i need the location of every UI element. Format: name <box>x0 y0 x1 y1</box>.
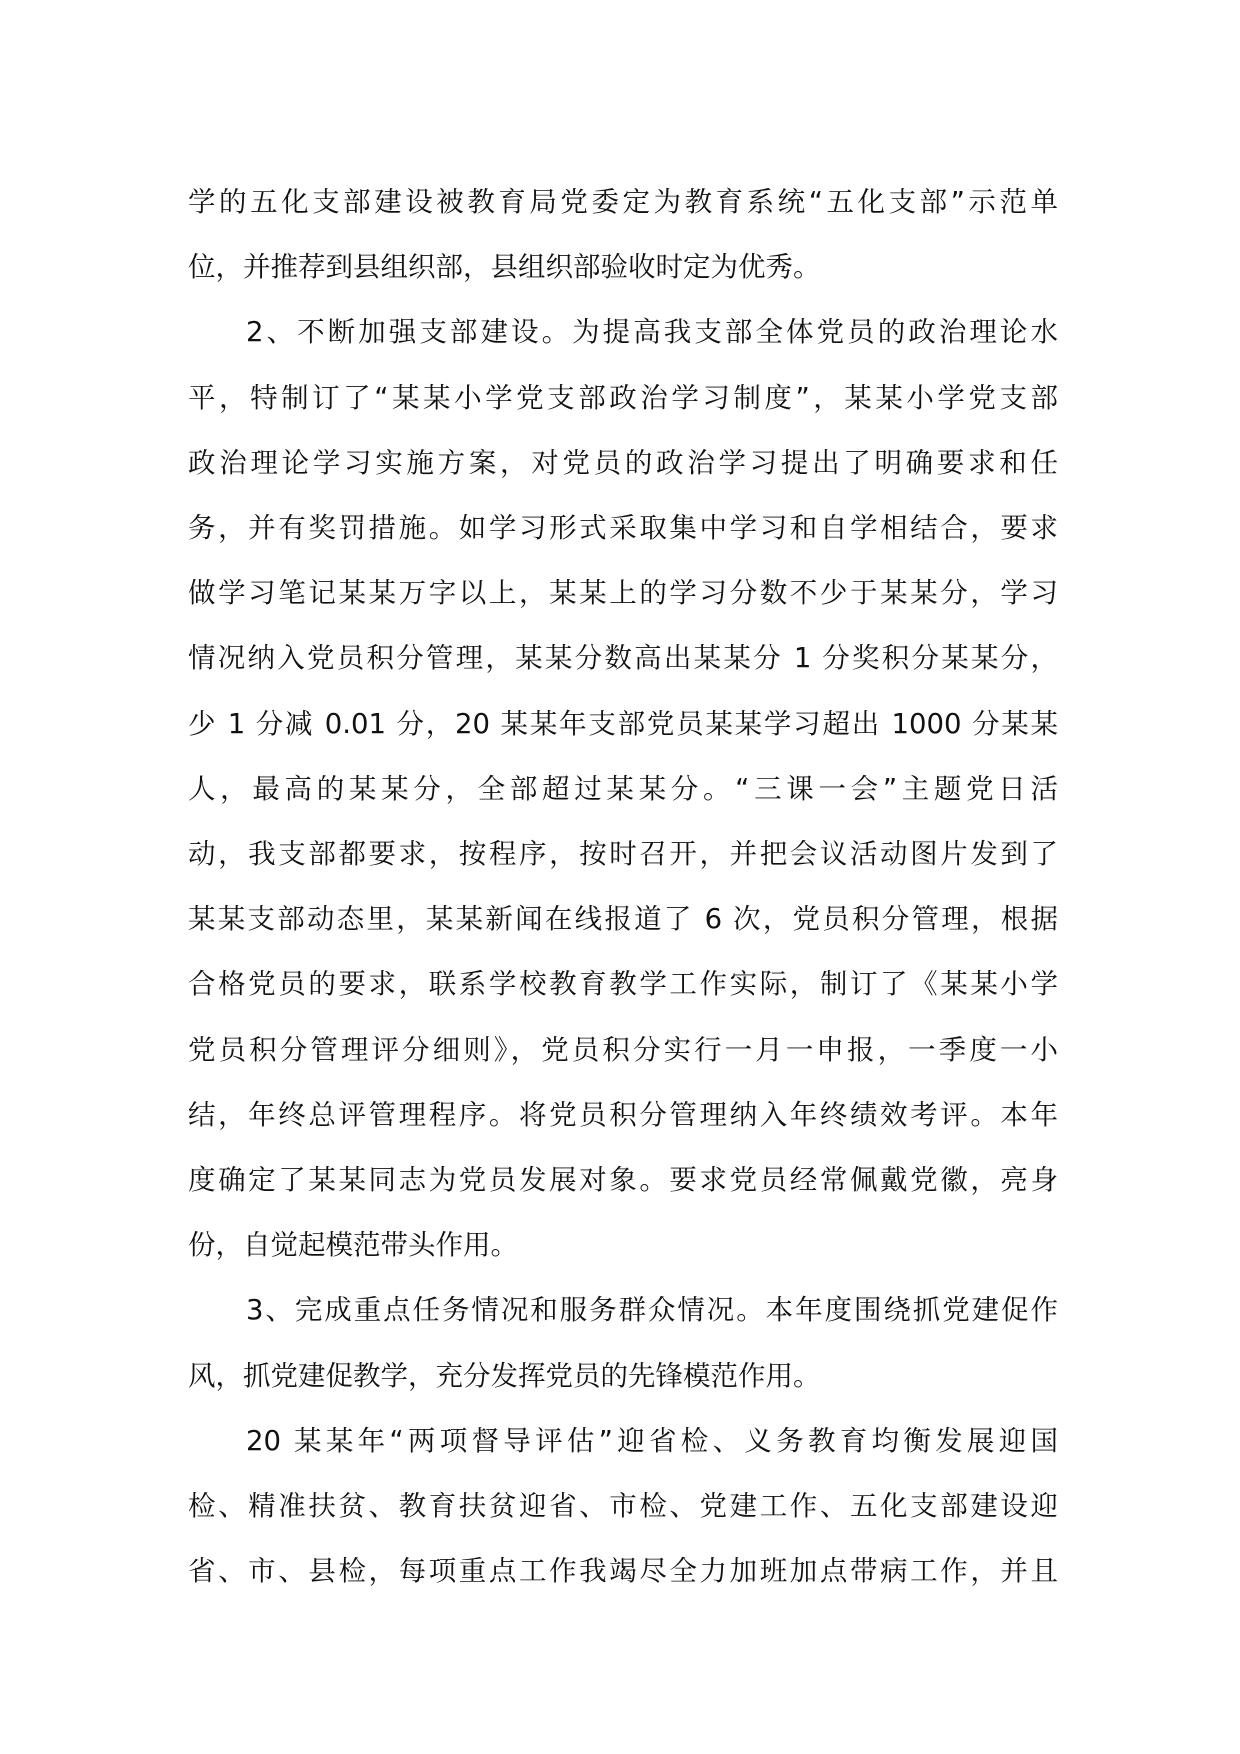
text-line: 情况纳入党员积分管理，某某分数高出某某分 1 分奖积分某某分， <box>188 642 1058 675</box>
text-line: 度确定了某某同志为党员发展对象。要求党员经常佩戴党徽，亮身 <box>188 1164 1058 1197</box>
text-line: 平，特制订了“某某小学党支部政治学习制度”，某某小学党支部 <box>188 381 1058 414</box>
text-line: 做学习笔记某某万字以上，某某上的学习分数不少于某某分，学习 <box>188 577 1058 610</box>
paragraph <box>188 1278 1058 1408</box>
text-line: 2、不断加强支部建设。为提高我支部全体党员的政治理论水 <box>246 316 1058 349</box>
text-line: 20 某某年“两项督导评估”迎省检、义务教育均衡发展迎国 <box>246 1424 1058 1457</box>
paragraph <box>188 170 1058 300</box>
text-line: 结，年终总评管理程序。将党员积分管理纳入年终绩效考评。本年 <box>188 1098 1058 1131</box>
text-line: 党员积分管理评分细则》，党员积分实行一月一申报，一季度一小 <box>188 1033 1058 1066</box>
text-line: 检、精准扶贫、教育扶贫迎省、市检、党建工作、五化支部建设迎 <box>188 1490 1058 1523</box>
paragraph <box>188 1409 1058 1605</box>
text-line: 务，并有奖罚措施。如学习形式采取集中学习和自学相结合，要求 <box>188 512 1058 545</box>
text-line: 政治理论学习实施方案，对党员的政治学习提出了明确要求和任 <box>188 446 1058 479</box>
text-line: 合格党员的要求，联系学校教育教学工作实际，制订了《某某小学 <box>188 968 1058 1001</box>
document-page <box>188 170 1058 1604</box>
text-line: 学的五化支部建设被教育局党委定为教育系统“五化支部”示范单 <box>188 186 1058 218</box>
text-line: 3、完成重点任务情况和服务群众情况。本年度围绕抓党建促作 <box>246 1294 1058 1327</box>
text-line: 某某支部动态里，某某新闻在线报道了 6 次，党员积分管理，根据 <box>188 903 1058 936</box>
text-line: 动，我支部都要求，按程序，按时召开，并把会议活动图片发到了 <box>188 838 1058 871</box>
text-line: 少 1 分减 0.01 分，20 某某年支部党员某某学习超出 1000 分某某 <box>188 707 1058 740</box>
text-line: 省、市、县检，每项重点工作我竭尽全力加班加点带病工作，并且 <box>188 1555 1058 1588</box>
text-line: 风，抓党建促教学，充分发挥党员的先锋模范作用。 <box>188 1359 821 1392</box>
paragraph <box>188 300 1058 1278</box>
text-line: 份，自觉起模范带头作用。 <box>188 1229 518 1262</box>
text-line: 人，最高的某某分，全部超过某某分。“三课一会”主题党日活 <box>188 772 1058 805</box>
text-line: 位，并推荐到县组织部，县组织部验收时定为优秀。 <box>188 251 821 284</box>
